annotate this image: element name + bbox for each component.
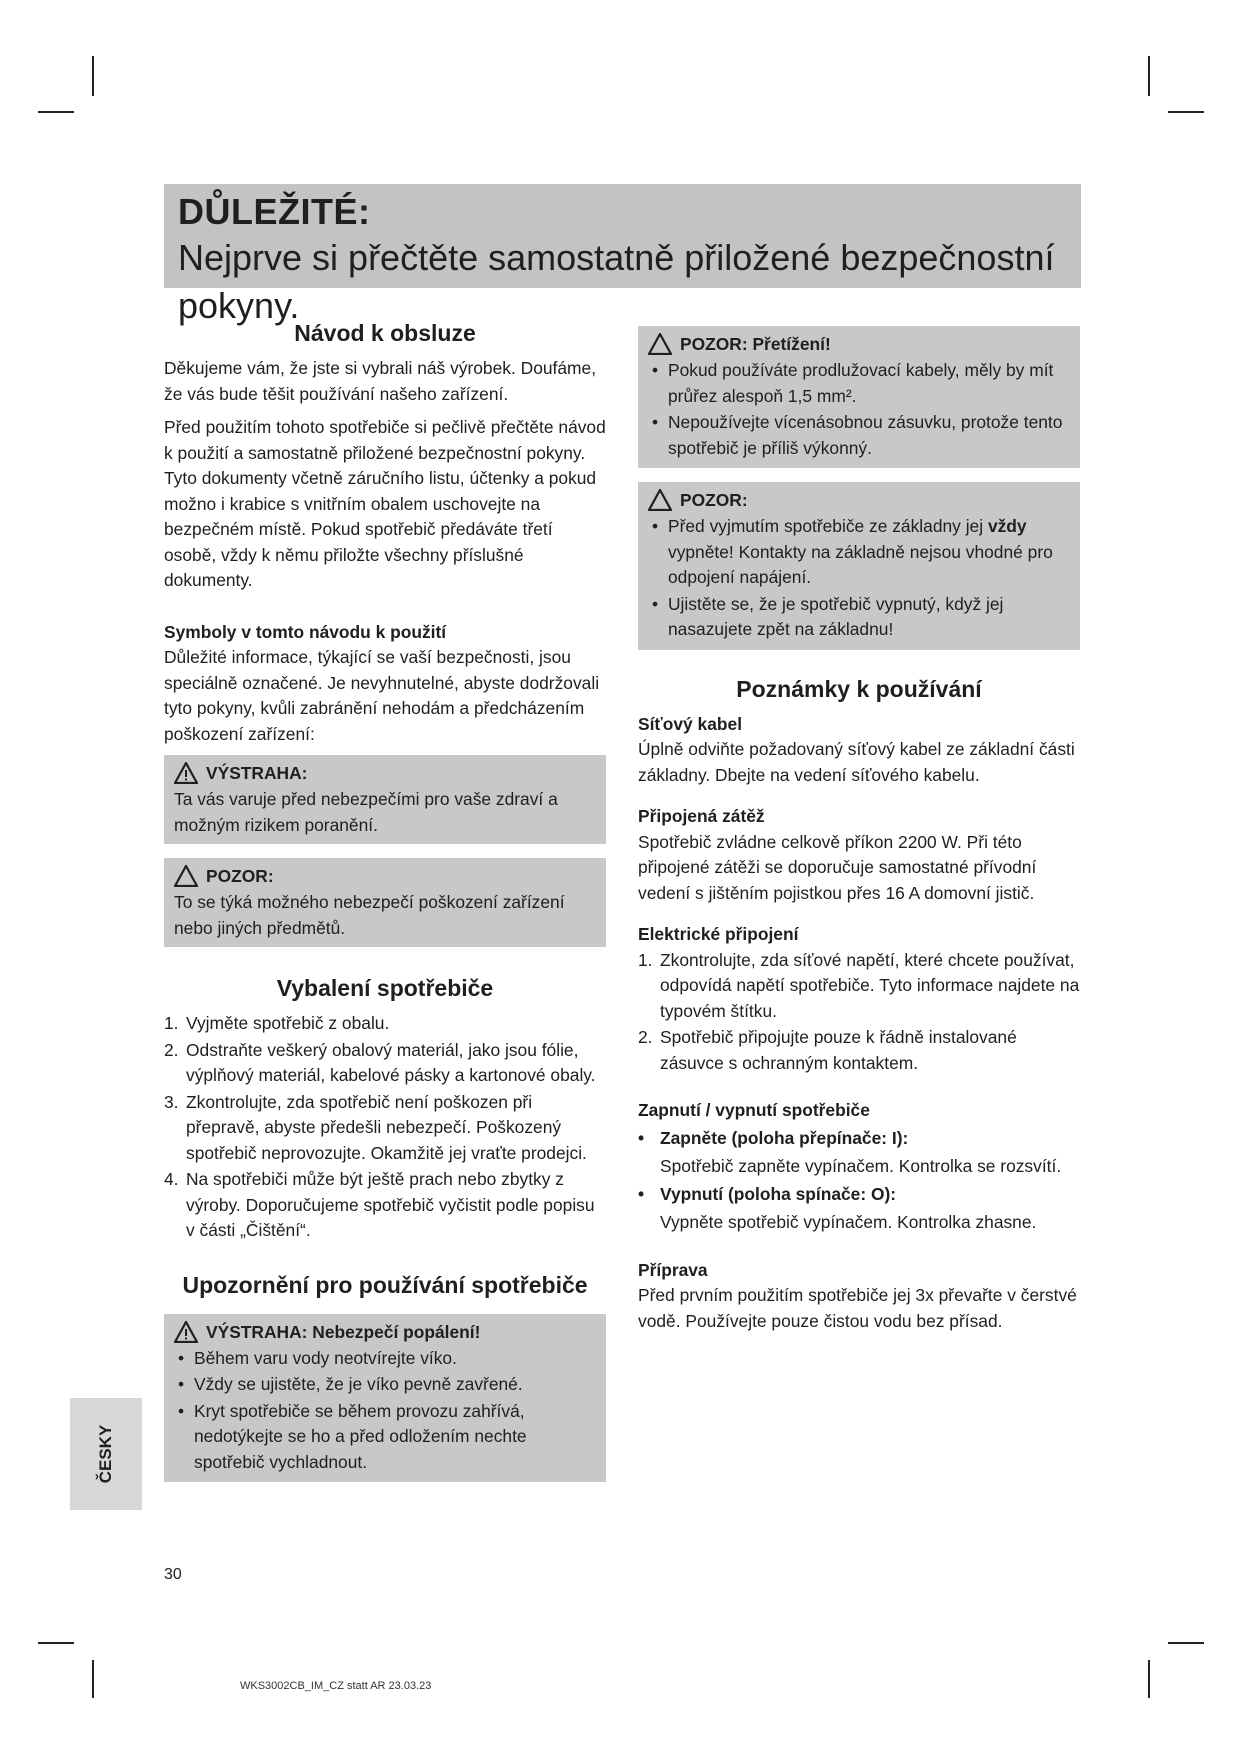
section-heading-unpacking: Vybalení spotřebiče — [276, 975, 494, 1001]
list-item: 1. Vyjměte spotřebič z obalu. — [164, 1013, 390, 1033]
list-item: • Vždy se ujistěte, že je víko pevně zavřené. — [174, 1372, 596, 1398]
crop-mark — [92, 1660, 94, 1698]
caution-triangle-icon — [648, 489, 672, 511]
crop-mark — [92, 56, 94, 96]
left-column — [164, 318, 606, 1496]
section-heading-notes: Poznámky k používání — [736, 675, 982, 702]
symbols-paragraph: Důležité informace, týkající se vaší bezpečnosti, jsou speciálně označené. Je nevyhnutelné, abyste dodržovali tyto pokyny, kvůli zabránění nehodám a předcházením poškození zařízení: — [164, 647, 600, 744]
important-banner — [164, 184, 1081, 326]
list-item: 2. Odstraňte veškerý obalový materiál, jako jsou fólie, výplňový materiál, kabelové pásky a kartonové obaly. — [164, 1039, 596, 1085]
crop-mark — [1168, 111, 1204, 113]
crop-mark — [38, 1642, 74, 1644]
banner-title: DŮLEŽITÉ: — [178, 191, 371, 232]
list-item: • Zapněte (poloha přepínače: I): Spotřebič zapněte vypínačem. Kontrolka se rozsvítí. — [638, 1127, 1062, 1176]
right-column — [638, 326, 1080, 1342]
banner-subtitle: Nejprve si přečtěte samostatně přiložené bezpečnostní pokyny. — [178, 237, 1055, 326]
electrical-list — [638, 948, 1080, 1077]
caution-box-title: POZOR: — [206, 866, 274, 886]
load-heading: Připojená zátěž — [638, 806, 765, 826]
list-item: • Během varu vody neotvírejte víko. — [174, 1346, 596, 1372]
list-item: 4. Na spotřebiči může být ještě prach nebo zbytky z výroby. Doporučujeme spotřebič vyčistit podle popisu v části „Čištění“. — [164, 1169, 595, 1240]
warning-triangle-icon — [174, 1321, 198, 1343]
crop-mark — [1148, 1660, 1150, 1698]
list-item: • Pokud používáte prodlužovací kabely, měly by mít průřez alespoň 1,5 mm². — [648, 358, 1070, 409]
unpacking-list — [164, 1011, 606, 1244]
list-item: • Před vyjmutím spotřebiče ze základny jej vždy vypněte! Kontakty na základně nejsou vhodné pro odpojení napájení. — [648, 514, 1070, 591]
warning-box — [164, 755, 606, 844]
burn-warning-box — [164, 1314, 606, 1483]
section-heading-instructions: Návod k obsluze — [294, 320, 476, 346]
list-item: • Vypnutí (poloha spínače: O): Vypněte spotřebič vypínačem. Kontrolka zhasne. — [638, 1183, 1037, 1232]
warning-box-text: Ta vás varuje před nebezpečími pro vaše zdraví a možným rizikem poranění. — [174, 789, 558, 835]
switch-heading: Zapnutí / vypnutí spotřebiče — [638, 1100, 870, 1120]
caution-box — [164, 858, 606, 947]
warning-box-title: VÝSTRAHA: — [206, 763, 308, 783]
caution2-box-title: POZOR: — [680, 490, 748, 510]
read-manual-paragraph: Před použitím tohoto spotřebiče si pečlivě přečtěte návod k použití a samostatně přiložené bezpečnostní pokyny. Tyto dokumenty včetně záručního listu, účtenky a pokud možno i krabice s vnitřním obalem uschovejte na bezpečném místě. Pokud spotřebič předáváte třetí osobě, vždy k němu přiložte všechny příslušné dokumenty. — [164, 417, 606, 590]
list-item: 3. Zkontrolujte, zda spotřebič není poškozen při přepravě, abyste předešli nebezpečí. Poškozený spotřebič neprovozujte. Okamžitě jej vraťte prodejci. — [164, 1091, 587, 1163]
caution-triangle-icon — [174, 865, 198, 887]
caution-triangle-icon — [648, 333, 672, 355]
cable-heading: Síťový kabel — [638, 713, 743, 734]
crop-mark — [1148, 56, 1150, 96]
warning-triangle-icon — [174, 762, 198, 784]
cable-paragraph: Úplně odviňte požadovaný síťový kabel ze základní části základny. Dbejte na vedení síťového kabelu. — [638, 739, 1075, 785]
footer-code: WKS3002CB_IM_CZ statt AR 23.03.23 — [240, 1680, 432, 1692]
overload-box-title: POZOR: Přetížení! — [680, 334, 831, 354]
caution-box-text: To se týká možného nebezpečí poškození zařízení nebo jiných předmětů. — [174, 892, 565, 938]
section-heading-usage-warnings: Upozornění pro používání spotřebiče — [182, 1271, 588, 1298]
crop-mark — [1168, 1642, 1204, 1644]
intro-paragraph: Děkujeme vám, že jste si vybrali náš výrobek. Doufáme, že vás bude těšit používání našeho zařízení. — [164, 358, 597, 404]
page-number: 30 — [164, 1566, 182, 1583]
list-item: • Nepoužívejte vícenásobnou zásuvku, protože tento spotřebič je příliš výkonný. — [648, 410, 1070, 461]
language-label: ČESKY — [96, 1424, 115, 1484]
caution2-box — [638, 482, 1080, 650]
burn-warning-title: VÝSTRAHA: Nebezpečí popálení! — [206, 1321, 481, 1342]
language-tab — [70, 1398, 142, 1510]
overload-box — [638, 326, 1080, 468]
crop-mark — [38, 111, 74, 113]
list-item: 1. Zkontrolujte, zda síťové napětí, které chcete používat, odpovídá napětí spotřebiče. Tyto informace najdete na typovém štítku. — [638, 949, 1080, 1021]
preparation-paragraph: Před prvním použitím spotřebiče jej 3x převařte v čerstvé vodě. Používejte pouze čistou vodu bez přísad. — [638, 1285, 1077, 1331]
list-item: • Ujistěte se, že je spotřebič vypnutý, když jej nasazujete zpět na základnu! — [648, 592, 1070, 643]
load-paragraph: Spotřebič zvládne celkově příkon 2200 W. Při této připojené zátěži se doporučuje samostatné přívodní vedení s jištěním pojistkou přes 16 A domovní jistič. — [638, 831, 1037, 903]
preparation-heading: Příprava — [638, 1259, 708, 1280]
electrical-heading: Elektrické připojení — [638, 924, 799, 944]
list-item: 2. Spotřebič připojujte pouze k řádně instalované zásuvce s ochranným kontaktem. — [638, 1027, 1017, 1073]
switch-list — [638, 1124, 1080, 1236]
symbols-heading: Symboly v tomto návodu k použití — [164, 621, 447, 642]
list-item: • Kryt spotřebiče se během provozu zahřívá, nedotýkejte se ho a před odložením nechte spotřebič vychladnout. — [174, 1399, 596, 1476]
